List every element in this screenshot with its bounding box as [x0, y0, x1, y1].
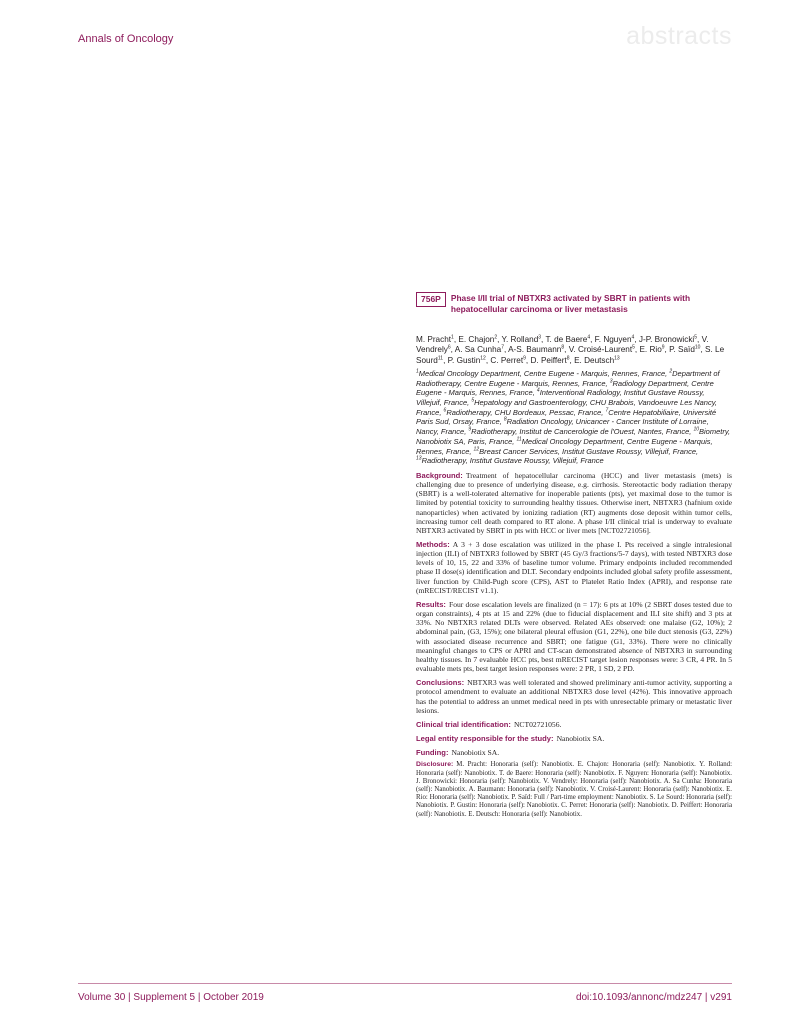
- affiliation-text: Centre Hepatobiliaire, Université Paris Sud, Orsay, France,: [416, 407, 717, 427]
- section-text: NCT02721056.: [513, 719, 562, 729]
- affiliation-text: Radiology Department, Centre Eugene - Marquis, Rennes, France,: [416, 378, 714, 398]
- affiliation-number: 9: [468, 426, 472, 433]
- author-affiliation-mark: 5: [694, 334, 698, 341]
- affiliation-text: Medical Oncology Department, Centre Eugene - Marquis, Rennes, France,: [418, 368, 668, 378]
- author-affiliation-mark: 6: [447, 344, 451, 351]
- author-name: V. Croisé-Laurent: [568, 345, 633, 355]
- affiliation-number: 10: [693, 426, 699, 433]
- affiliation-text: Biometry, Nanobiotix SA, Paris, France,: [416, 427, 731, 446]
- author-affiliation-mark: 2: [494, 334, 498, 341]
- abstract-code: 756P: [416, 292, 446, 307]
- affiliation-text: Interventional Radiology, Institut Gustave Roussy, Villejuif, France,: [416, 388, 705, 407]
- footer-divider: [78, 983, 732, 984]
- section-text: Nanobiotix SA.: [556, 733, 605, 743]
- author-name: E. Rio: [639, 345, 662, 355]
- abstract-756p: [416, 292, 732, 819]
- author-name: C. Perret: [490, 355, 524, 365]
- abstract-section: [416, 678, 732, 715]
- affiliation-number: 2: [669, 368, 673, 375]
- author-affiliation-mark: 5: [632, 344, 635, 351]
- author-name: E. Deutsch: [574, 355, 615, 365]
- section-label: Methods:: [416, 540, 450, 550]
- section-label: Results:: [416, 599, 446, 609]
- section-text: A 3 + 3 dose escalation was utilized in the phase I. Pts received a single intralesional injection (ILI) of NBTXR3 followed by SBRT (45 Gy/3 fractions/5-7 days), with tested NBTXR3 dose levels of 10, 15, 22 and 33% of baseline tumor volume. Primary endpoints included recommended phase II dose(s) identification and DLT. Secondary endpoints included global safety profile assessment, liver function by Child-Pugh score (CPS), AST to Platelet Ratio Index (APRI), and response rate (mRECIST/RECIST v1.1).: [416, 540, 732, 595]
- affiliation-text: Breast Cancer Services, Institut Gustave Roussy, Villejuif, France,: [479, 446, 699, 456]
- abstract-section: [416, 720, 732, 729]
- affiliation-text: Radiotherapy, Institut Gustave Roussy, Villejuif, France: [421, 456, 604, 466]
- author-name: E. Chajon: [458, 335, 495, 344]
- author-affiliation-mark: 4: [587, 334, 591, 341]
- author-affiliation-mark: 4: [631, 334, 635, 341]
- author-affiliation-mark: 9: [523, 354, 526, 361]
- section-label: Conclusions:: [416, 678, 465, 688]
- abstract-body: [416, 471, 732, 757]
- author-affiliation-mark: 13: [614, 354, 620, 361]
- author-affiliation-mark: 1: [451, 334, 454, 341]
- affiliation-number: 12: [473, 446, 480, 453]
- affiliation-number: 1: [416, 368, 419, 375]
- affiliation-text: Medical Oncology Department, Centre Eugene - Marquis, Rennes, France,: [416, 436, 713, 456]
- affiliation-number: 7: [605, 407, 609, 414]
- author-name: Y. Rolland: [501, 335, 539, 344]
- author-list: M. Pracht$^1$, E. Chajon$^2$, Y. Rolland$^3$, T. de Baere$^4$, F. Nguyen$^4$, J-P. Bronowicki$^5$, V. Vendrely$^6$, A. Sa Cunha$^7$, A-S. Baumann$^8$, V. Croisé-Laurent$^5$, E. Rio$^9$, P. Saïd$^{10}$, S. Le Sourd$^{11}$, P. Gustin$^{12}$, C. Perret$^9$, D. Peiffert$^8$, E. Deutsch$^{13}$: [416, 334, 725, 365]
- author-name: D. Peiffert: [530, 355, 567, 365]
- author-name: T. de Baere: [545, 335, 588, 344]
- author-name: P. Gustin: [447, 355, 481, 365]
- affiliation-number: 5: [471, 397, 475, 404]
- section-text: Nanobiotix SA.: [451, 748, 500, 758]
- author-affiliation-mark: 10: [694, 344, 701, 351]
- section-label: Clinical trial identification:: [416, 719, 511, 729]
- author-affiliation-mark: 8: [566, 354, 570, 361]
- abstract-section: [416, 734, 732, 743]
- author-affiliation-mark: 3: [538, 334, 542, 341]
- author-affiliation-mark: 11: [437, 354, 444, 361]
- affiliation-number: 4: [536, 387, 540, 394]
- affiliation-number: 6: [443, 407, 447, 414]
- footer-doi-page: doi:10.1093/annonc/mdz247 | v291: [575, 992, 732, 1003]
- section-text: Treatment of hepatocellular carcinoma (HCC) and liver metastasis (mets) is challenging due to presence of underlying disease, e.g. cirrhosis. Stereotactic body radiation therapy (SBRT) is a well-tolerated alternative for inoperable patients (pts), yet maximal dose to the tumor is limited by potential toxicity to surrounding healthy tissues. Otherwise inert, NBTXR3 (hafnium oxide nanoparticles) when activated by ionizing radiation (RT) augments dose deposit within tumor cells, increasing tumor cell death compared to RT alone. A phase I/II clinical trial is underway to evaluate NBTXR3 activated by SBRT in pts with HCC or liver mets [NCT02721056].: [416, 470, 732, 535]
- author-name: S. Le Sourd: [416, 345, 725, 365]
- author-affiliation-mark: 12: [480, 354, 486, 361]
- journal-name: Annals of Oncology: [78, 33, 174, 45]
- abstract-section: [416, 600, 732, 673]
- author-name: A-S. Baumann: [508, 345, 562, 355]
- disclosure: [416, 761, 732, 818]
- affiliation-text: Department of Radiotherapy, Centre Eugene - Marquis, Rennes, France,: [416, 368, 720, 388]
- author-affiliation-mark: 7: [501, 344, 504, 351]
- author-name: A. Sa Cunha: [454, 345, 502, 355]
- affiliation-text: Radiotherapy, Institut de Cancerologie de l'Ouest, Nantes, France,: [471, 427, 692, 437]
- abstract-section: [416, 471, 732, 535]
- affiliation-number: 3: [609, 378, 613, 385]
- author-affiliation-mark: 8: [561, 344, 565, 351]
- section-text: Four dose escalation levels are finalized (n = 17): 6 pts at 10% (2 SBRT doses tested due to organ constraints), 4 pts at 15 and 22% (due to fiducial displacement and ILI site shift) and 3 pts at 33%. No NBTXR3 related DLTs were observed. Related AEs observed: one malaise (G2, 10%); 2 abdominal pain, (G3, 15%); one bilateral pleural effusion (G1, 22%), one bile duct stenosis (G3, 22%) with associated disease recurrence and SBRT; one fatigue (G1, 33%). There were no clinically meaningful changes to CPS or APRI and CT-scan demonstrated absence of NBTXR3 in surrounding healthy tissues. In 7 evaluable HCC pts, best mRECIST target lesion responses were: 3 CR, 4 PR. In 5 evaluable mets pts, best target lesion responses were: 2 PR, 1 SD, 2 PD.: [416, 599, 732, 674]
- affiliation-number: 8: [503, 416, 507, 423]
- abstract-header: [416, 292, 732, 314]
- affiliation-list: [416, 369, 732, 466]
- disclosure-label: Disclosure:: [416, 761, 454, 769]
- author-affiliation-mark: 9: [661, 344, 665, 351]
- author-name: F. Nguyen: [594, 335, 632, 344]
- footer-volume-info: Volume 30 | Supplement 5 | October 2019: [78, 992, 264, 1003]
- abstract-section: [416, 540, 732, 595]
- author-name: P. Saïd: [669, 345, 695, 355]
- author-name: M. Pracht: [416, 335, 452, 344]
- section-text: NBTXR3 was well tolerated and showed preliminary anti-tumor activity, supporting a protocol amendment to evaluate an additional NBTXR3 dose level (42%). This innovative approach has the potential to address an unmet medical need in pts with unresectable primary or metastatic liver lesions.: [416, 678, 732, 715]
- section-title: abstracts: [626, 22, 732, 50]
- affiliation-number: 13: [416, 455, 422, 462]
- disclosure-text: M. Pracht: Honoraria (self): Nanobiotix. E. Chajon: Honoraria (self): Nanobiotix. Y. Rolland: Honoraria (self): Nanobiotix. T. de Baere: Honoraria (self): Nanobiotix. F. Nguyen: Honoraria (self): Nanobiotix. J. Bronowicki: Honoraria (self): Nanobiotix. V. Vendrely: Honoraria (self): Nanobiotix. A. Sa Cunha: Honoraria (self): Nanobiotix. A. Baumann: Honoraria (self): Nanobiotix. V. Croisé-Laurent: Honoraria (self): Nanobiotix. E. Rio: Honoraria (self): Nanobiotix. P. Saïd: Full / Part-time employment: Nanobiotix. S. Le Sourd: Honoraria (self): Nanobiotix. P. Gustin: Honoraria (self): Nanobiotix. C. Perret: Honoraria (self): Nanobiotix. D. Peiffert: Honoraria (self): Nanobiotix. E. Deutsch: Honoraria (self): Nanobiotix.: [416, 761, 732, 818]
- section-label: Background:: [416, 470, 463, 480]
- author-name: J-P. Bronowicki: [638, 335, 695, 344]
- author-name: V. Vendrely: [416, 335, 709, 355]
- affiliation-number: 11: [516, 436, 522, 443]
- section-label: Funding:: [416, 748, 449, 758]
- section-label: Legal entity responsible for the study:: [416, 733, 554, 743]
- affiliation-text: Hepatology and Gastroenterology, CHU Brabois, Vandoeuvre Les Nancy, France,: [416, 398, 718, 417]
- affiliation-text: Radiotherapy, CHU Bordeaux, Pessac, France,: [446, 407, 604, 417]
- abstract-section: [416, 748, 732, 757]
- affiliation-text: Radiation Oncology, Unicancer - Cancer Institute of Lorraine, Nancy, France,: [416, 417, 709, 437]
- abstract-title: Phase I/II trial of NBTXR3 activated by SBRT in patients with hepatocellular carcinoma or liver metastasis: [450, 293, 691, 314]
